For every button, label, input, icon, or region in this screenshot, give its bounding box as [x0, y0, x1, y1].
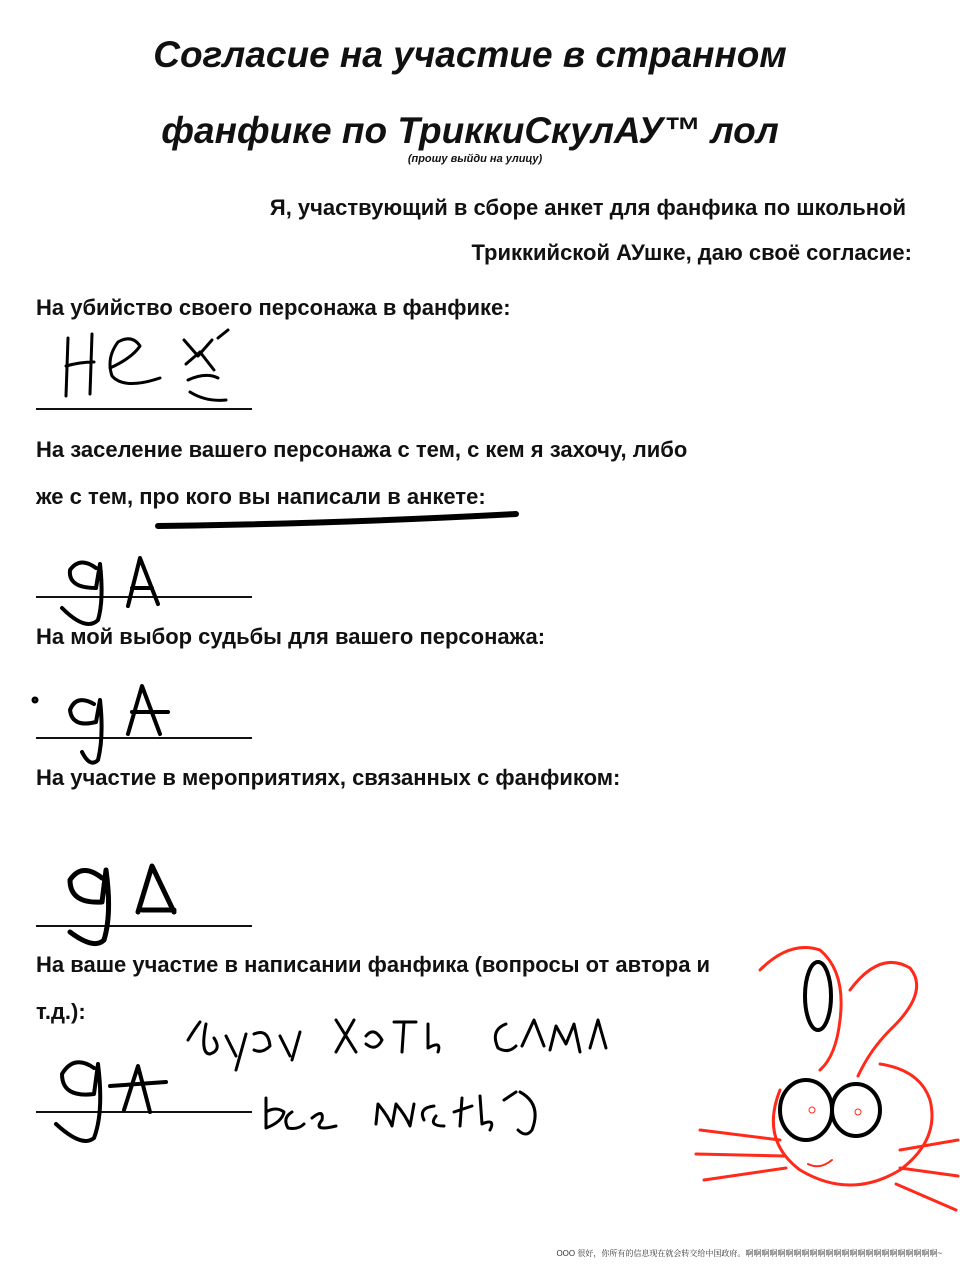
handwritten-answer-4 — [70, 866, 174, 944]
intro-line1: Я, участвующий в сборе анкет для фанфика по школьной — [269, 195, 906, 220]
answer-line-1 — [36, 408, 252, 410]
footer-note: OOO 很好，你所有的信息现在就会转交给中国政府。啊啊啊啊啊啊啊啊啊啊啊啊啊啊啊啊啊啊啊啊啊啊啊啊~ — [556, 1249, 942, 1258]
bunny-doodle — [696, 948, 958, 1211]
question-fate-choice: На мой выбор судьбы для вашего персонажа: — [36, 624, 546, 649]
form-subtitle: (прошу выйди на улицу) — [407, 153, 543, 165]
answer-line-5 — [36, 1111, 252, 1113]
handwritten-answer-1 — [66, 330, 228, 400]
question-kill-character: На убийство своего персонажа в фанфике: — [36, 295, 511, 320]
question-events: На участие в мероприятиях, связанных с фанфиком: — [36, 765, 621, 790]
question-roommate-line1: На заселение вашего персонажа с тем, с кем я захочу, либо — [36, 437, 688, 462]
answer-line-4 — [36, 925, 252, 927]
handwritten-answer-2 — [62, 558, 158, 624]
handwritten-comment — [188, 1020, 606, 1134]
answer-line-2 — [36, 596, 252, 598]
handwritten-underline — [158, 514, 516, 526]
intro-line2: Триккийской АУшке, даю своё согласие: — [471, 240, 912, 265]
form-title-line1: Согласие на участие в странном — [153, 34, 787, 75]
answer-line-3 — [36, 737, 252, 739]
handwritten-answer-3 — [34, 686, 169, 763]
question-roommate-line2: же с тем, про кого вы написали в анкете: — [36, 484, 486, 509]
question-writing-line1: На ваше участие в написании фанфика (вопросы от автора и — [36, 952, 711, 977]
handwritten-answer-5 — [56, 1062, 166, 1141]
question-writing-line2: т.д.): — [36, 999, 86, 1024]
form-title-line2: фанфике по ТриккиСкулАУ™ лол — [161, 110, 779, 151]
